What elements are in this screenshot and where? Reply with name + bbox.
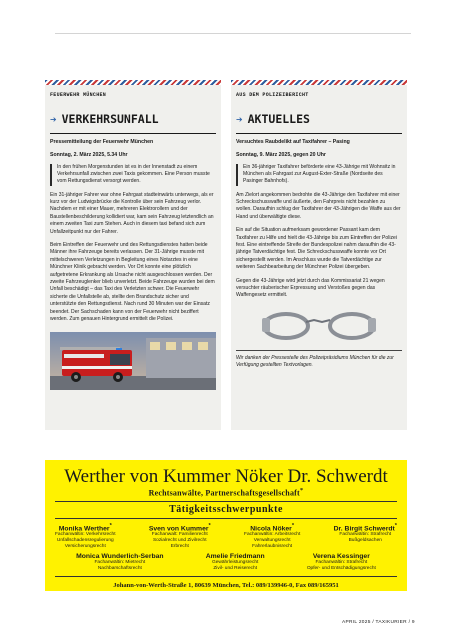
firm-subtitle-mark: * [299,487,304,494]
lawyer-row [55,523,397,550]
decorative-stripe [231,80,407,85]
law-firm-advertisement [45,460,407,591]
ad-divider [55,576,397,577]
lawyer-specialty: Fahrerlaubnisrecht [252,543,293,549]
lawyer-name: Sven von Kummer* [148,522,211,532]
article-paragraph: Gegen die 43-Jährige wird jetzt durch das Kommissariat 21 wegen versuchter räuberischer Erpressung und Verstoßes gegen das Waffengesetz ermittelt. [236,277,385,299]
lawyer-entry [76,553,164,572]
lawyer-row [55,553,397,572]
article-subhead: Versuchtes Raubdelikt auf Taxifahrer – Pasing [236,139,350,145]
header-rule [55,33,411,34]
decorative-stripe [45,80,221,85]
article-paragraph: Ein auf die Situation aufmerksam gewordener Passant kam dem Taxifahrer zu Hilfe und hielt die 43-Jährige bis zum Eintreffen der Polizei fest. Eine eintreffende Streife der Bundespolizei nahm daraufhin die 43-jährige Tatverdächtige fest. Die Schreckschusswaffe konnte vor Ort sichergestellt werden. Im Anschluss wurde die Tatverdächtige zur weiteren Sachbearbeitung der Münchner Polizei übergeben. [236,227,397,271]
practice-areas-heading: Tätigkeitsschwerpunkte [169,503,283,515]
lawyer-specialty: Fachanwältin: Strafrecht [339,531,392,537]
lawyer-specialty: Bußgeldsachen [348,537,382,543]
lawyer-name: Monika Werther* [58,522,112,532]
lawyer-specialty: Nachbarschaftsrecht [97,566,142,572]
handcuffs-image [236,304,402,344]
firm-subtitle [55,487,397,498]
headline-rule [50,133,216,134]
article-paragraph: Am Zielort angekommen bedrohte die 43-Jährige den Taxifahrer mit einer Schreckschusswaffe und äußerte, den Fahrpreis nicht bezahlen zu wollen. Daraufhin schlug der Taxifahrer der 43-Jährigen die Waffe aus der Hand und überwältigte diese. [236,191,401,220]
article-paragraph: Beim Eintreffen der Feuerwehr und des Rettungsdienstes hatten beide Männer ihre Fahrzeuge bereits verlassen. Der 31-Jährige musste mit mittelschweren Verletzungen in Begleitung eines Notarztes in eine Münchner Klinik gebracht werden. Vor Ort konnte eine plötzlich aufgetretene Erkrankung als Ursache nicht ausgeschlossen werden. Der zweite Fahrzeuglenker blieb unverletzt. Beide Fahrzeuge wurden bei dem Unfall beschädigt – das Taxi des Verletzten schwer. Die Feuerwehr sicherte die Unfallstelle ab, stellte den Brandschutz sicher und unterstützte den Rettungsdienst. Nach rund 30 Minuten war der Einsatz beendet. Der Sachschaden kann von der Feuerwehr nicht beziffert werden. Zum genauen Hintergrund ermittelt die Polizei. [50,242,215,323]
press-credit-note: Wir danken der Pressestelle des Polizeipräsidiums München für die zur Verfügung gestellten Textvorlagen. [236,350,402,369]
article-kicker: AUS DEM POLIZEIBERICHT [236,92,309,98]
ad-divider [55,518,397,519]
article-headline [236,112,402,126]
lawyer-specialty: Fachanwältin: Mietrecht [94,560,146,566]
lawyer-entry [244,523,300,550]
headline-rule [236,133,402,134]
firm-subtitle-text: Rechtsanwälte, Partnerschaftsgesellschaft [148,488,300,498]
lawyer-name: Amelie Friedmann [205,553,265,561]
article-feuerwehr [45,80,221,430]
firm-name: Werther von Kummer Nöker Dr. Schwerdt [64,466,388,487]
lawyer-specialty: Verwaltungsrecht [253,537,291,543]
lawyer-entry [55,523,116,550]
lawyer-specialty: Unfallschadensregulierung [56,537,114,543]
page-footer: APRIL 2025 / TAXIKURIER / 9 [342,620,415,625]
article-headline [50,112,216,126]
article-kicker: FEUERWEHR MÜNCHEN [50,92,107,98]
lawyer-entry [149,523,211,550]
article-polizei [231,80,407,430]
firm-address: Johann-von-Werth-Straße 1, 80639 München, Tel.: 089/139946-0, Fax 089/165951 [113,581,339,589]
lawyer-specialty: Fachanwältin: Strafrecht [315,560,368,566]
lawyer-specialty: Fachanwalt: Familienrecht [151,531,208,537]
lawyer-specialty: Versicherungsrecht [64,543,106,549]
lawyer-name: Verena Kessinger [312,553,370,561]
arrow-right-icon: ➔ [50,112,57,126]
headline-text: AKTUELLES [247,112,310,126]
lawyer-specialty: Zivil- und Reiserecht [213,566,258,572]
lawyer-entry [206,553,265,572]
ad-divider [55,501,397,502]
lawyer-name: Nicola Nöker* [250,522,295,532]
article-lead: Ein 36-jähriger Taxifahrer beförderte eine 43-Jährige mit Wohnsitz in München als Fahrgast zur August-Exter-Straße (Nordseite des Pasinger Bahnhofs). [236,164,402,186]
lawyer-specialty: Erbrecht [170,543,189,549]
article-date: Sonntag, 2. März 2025, 5.34 Uhr [50,152,128,158]
headline-text: VERKEHRSUNFALL [61,112,159,126]
article-subhead: Pressemitteilung der Feuerwehr München [50,139,154,145]
lawyer-specialty: Opfer- und Entschädigungsrecht [306,566,376,572]
lawyer-specialty: Gewährleistungsrecht [211,560,259,566]
lawyer-specialty: Fachanwältin: Verkehrsrecht [55,531,116,537]
article-date: Sonntag, 9. März 2025, gegen 20 Uhr [236,152,326,158]
article-paragraph: Ein 31-jähriger Fahrer war ohne Fahrgast stadteinwärts unterwegs, als er kurz vor der Ludwigsbrücke die Kontrolle über sein Fahrzeug verlor. Nachdem er mit einer Mauer, mehreren Elektrorollern und der Baustellenbeschilderung kollidiert war, kam sein Fahrzeug letztendlich an einem zweiten Taxi zum Stehen. Auch in diesem taxi befand sich zum Unfallzeitpunkt nur der Fahrer. [50,191,214,235]
lawyer-name: Monica Wunderlich-Serban [76,553,164,561]
lawyer-specialty: Sozialrecht und Zivilrecht [152,537,207,543]
lawyer-entry [307,553,376,572]
fire-truck-photo [50,332,216,390]
article-lead: In den frühen Morgenstunden ist es in der Innenstadt zu einem Verkehrsunfall zwischen zwei Taxis gekommen. Eine Person musste vom Rettungsdienst versorgt werden. [50,164,216,186]
arrow-right-icon: ➔ [236,112,243,126]
lawyer-name: Dr. Birgit Schwerdt* [333,522,397,532]
lawyer-specialty: Fachanwältin: Arbeitsrecht [244,531,301,537]
lawyer-entry [334,523,397,550]
